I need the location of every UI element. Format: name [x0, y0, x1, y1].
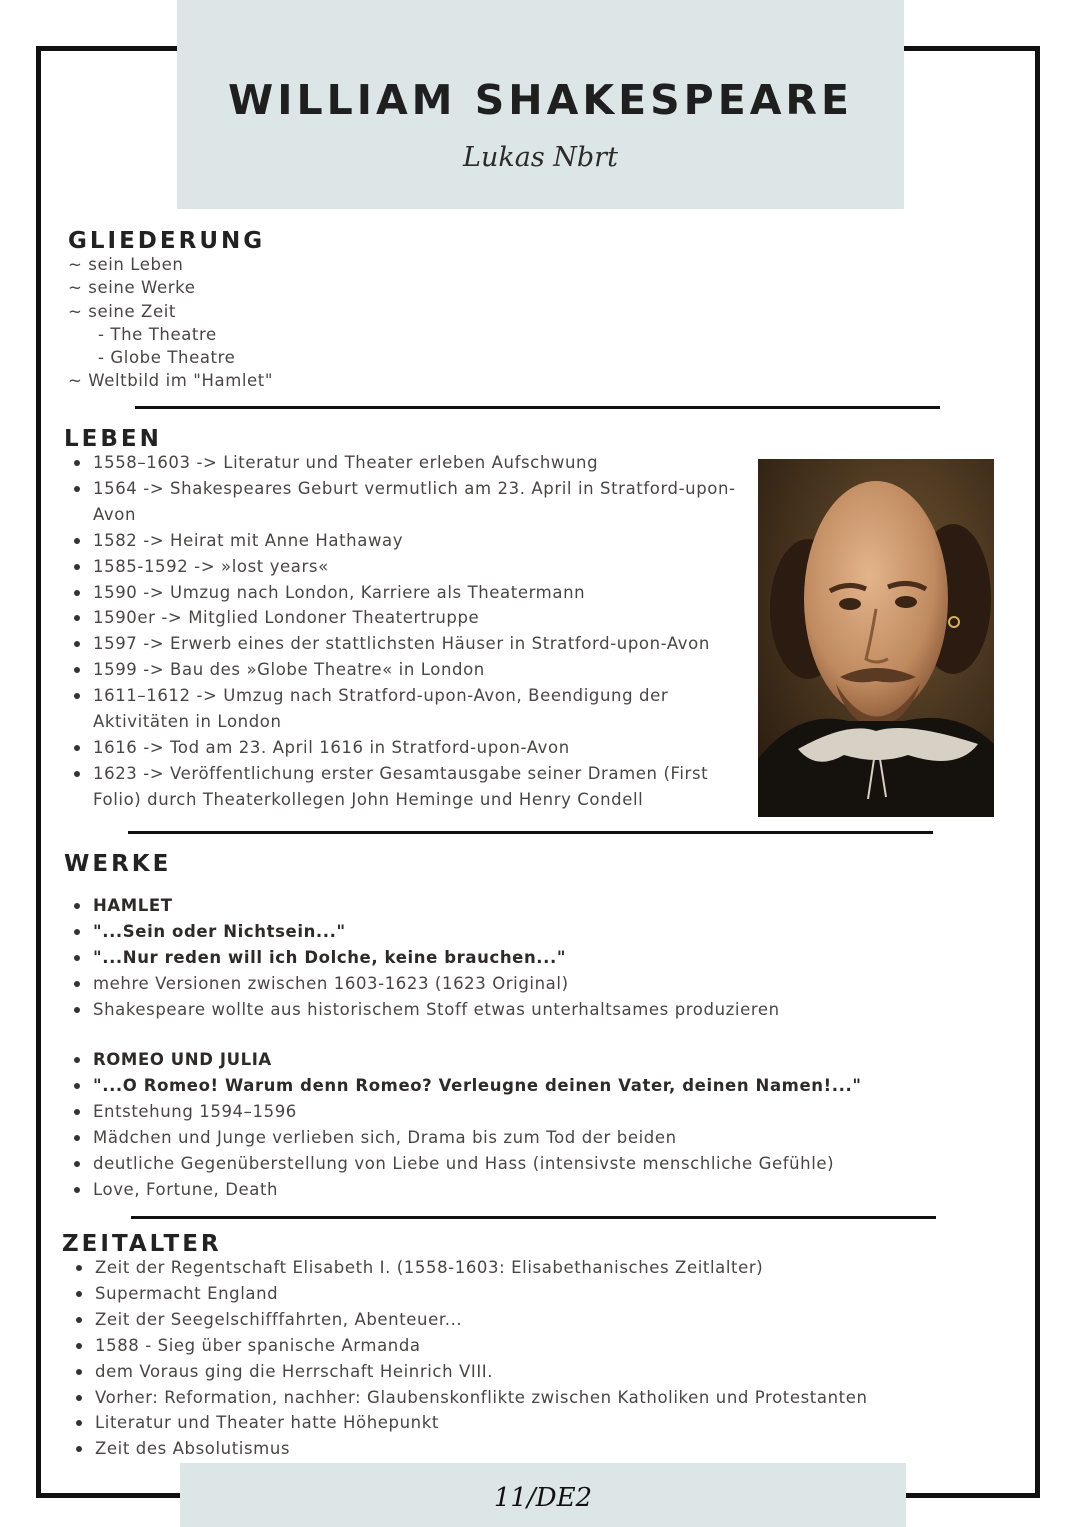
list-item: "...Sein oder Nichtsein..." — [72, 919, 1002, 945]
outline-list — [68, 253, 273, 393]
werke-heading: WERKE — [64, 851, 172, 877]
list-item: HAMLET — [72, 893, 1002, 919]
section-divider — [131, 1216, 936, 1219]
section-divider — [128, 831, 933, 834]
list-item: Vorher: Reformation, nachher: Glaubenskonflikte zwischen Katholiken und Protestanten — [74, 1385, 1014, 1411]
author-name: Lukas Nbrt — [463, 142, 618, 173]
list-item: 1558–1603 -> Literatur und Theater erleben Aufschwung — [72, 450, 754, 476]
outline-item: ~ sein Leben — [68, 255, 184, 274]
class-label: 11/DE2 — [493, 1483, 593, 1513]
outline-item: ~ Weltbild im "Hamlet" — [68, 371, 274, 391]
list-item: 1623 -> Veröffentlichung erster Gesamtausgabe seiner Dramen (First Folio) durch Theaterkollegen John Heminge und Henry Condell — [72, 761, 754, 813]
list-item: Mädchen und Junge verlieben sich, Drama bis zum Tod der beiden — [72, 1125, 1002, 1151]
leben-list — [72, 450, 754, 813]
list-item: 1590 -> Umzug nach London, Karriere als Theatermann — [72, 580, 754, 606]
list-item: 1564 -> Shakespeares Geburt vermutlich am 23. April in Stratford-upon-Avon — [72, 476, 754, 528]
zeitalter-list — [74, 1255, 1014, 1462]
outline-item: ~ seine Zeit — [68, 301, 176, 321]
list-item: ROMEO UND JULIA — [72, 1047, 1002, 1073]
list-item: 1585-1592 -> »lost years« — [72, 554, 754, 580]
list-item: Literatur und Theater hatte Höhepunkt — [74, 1410, 1014, 1436]
list-item: 1599 -> Bau des »Globe Theatre« in London — [72, 657, 754, 683]
outline-item: ~ seine Werke — [68, 278, 196, 298]
list-item: 1597 -> Erwerb eines der stattlichsten Häuser in Stratford-upon-Avon — [72, 631, 754, 657]
list-item: Supermacht England — [74, 1281, 1014, 1307]
page-title: WILLIAM SHAKESPEARE — [227, 76, 854, 124]
list-item: 1590er -> Mitglied Londoner Theatertruppe — [72, 605, 754, 631]
list-item: dem Voraus ging die Herrschaft Heinrich VIII. — [74, 1359, 1014, 1385]
list-item: deutliche Gegenüberstellung von Liebe und Hass (intensivste menschliche Gefühle) — [72, 1151, 1002, 1177]
zeitalter-heading: ZEITALTER — [62, 1231, 222, 1257]
outline-heading: GLIEDERUNG — [68, 228, 266, 254]
list-item: 1611–1612 -> Umzug nach Stratford-upon-Avon, Beendigung der Aktivitäten in London — [72, 683, 754, 735]
list-item: Zeit der Seegelschifffahrten, Abenteuer... — [74, 1307, 1014, 1333]
hamlet-list — [72, 893, 1002, 1023]
list-item: "...Nur reden will ich Dolche, keine brauchen..." — [72, 945, 1002, 971]
section-divider — [135, 406, 940, 409]
list-item: mehre Versionen zwischen 1603-1623 (1623 Original) — [72, 971, 1002, 997]
list-item: 1616 -> Tod am 23. April 1616 in Stratford-upon-Avon — [72, 735, 754, 761]
list-item: Entstehung 1594–1596 — [72, 1099, 1002, 1125]
outline-subitem: - The Theatre — [98, 324, 217, 344]
list-item: Love, Fortune, Death — [72, 1177, 1002, 1203]
leben-heading: LEBEN — [64, 426, 162, 452]
header-banner — [177, 0, 904, 209]
footer-banner — [180, 1463, 906, 1527]
outline-subitem: - Globe Theatre — [98, 348, 236, 368]
list-item: Zeit des Absolutismus — [74, 1436, 1014, 1462]
romeo-list — [72, 1047, 1002, 1202]
list-item: Shakespeare wollte aus historischem Stoff etwas unterhaltsames produzieren — [72, 997, 1002, 1023]
shakespeare-portrait — [758, 459, 994, 817]
list-item: 1588 - Sieg über spanische Armanda — [74, 1333, 1014, 1359]
list-item: Zeit der Regentschaft Elisabeth I. (1558-1603: Elisabethanisches Zeitlalter) — [74, 1255, 1014, 1281]
list-item: "...O Romeo! Warum denn Romeo? Verleugne deinen Vater, deinen Namen!..." — [72, 1073, 1002, 1099]
list-item: 1582 -> Heirat mit Anne Hathaway — [72, 528, 754, 554]
